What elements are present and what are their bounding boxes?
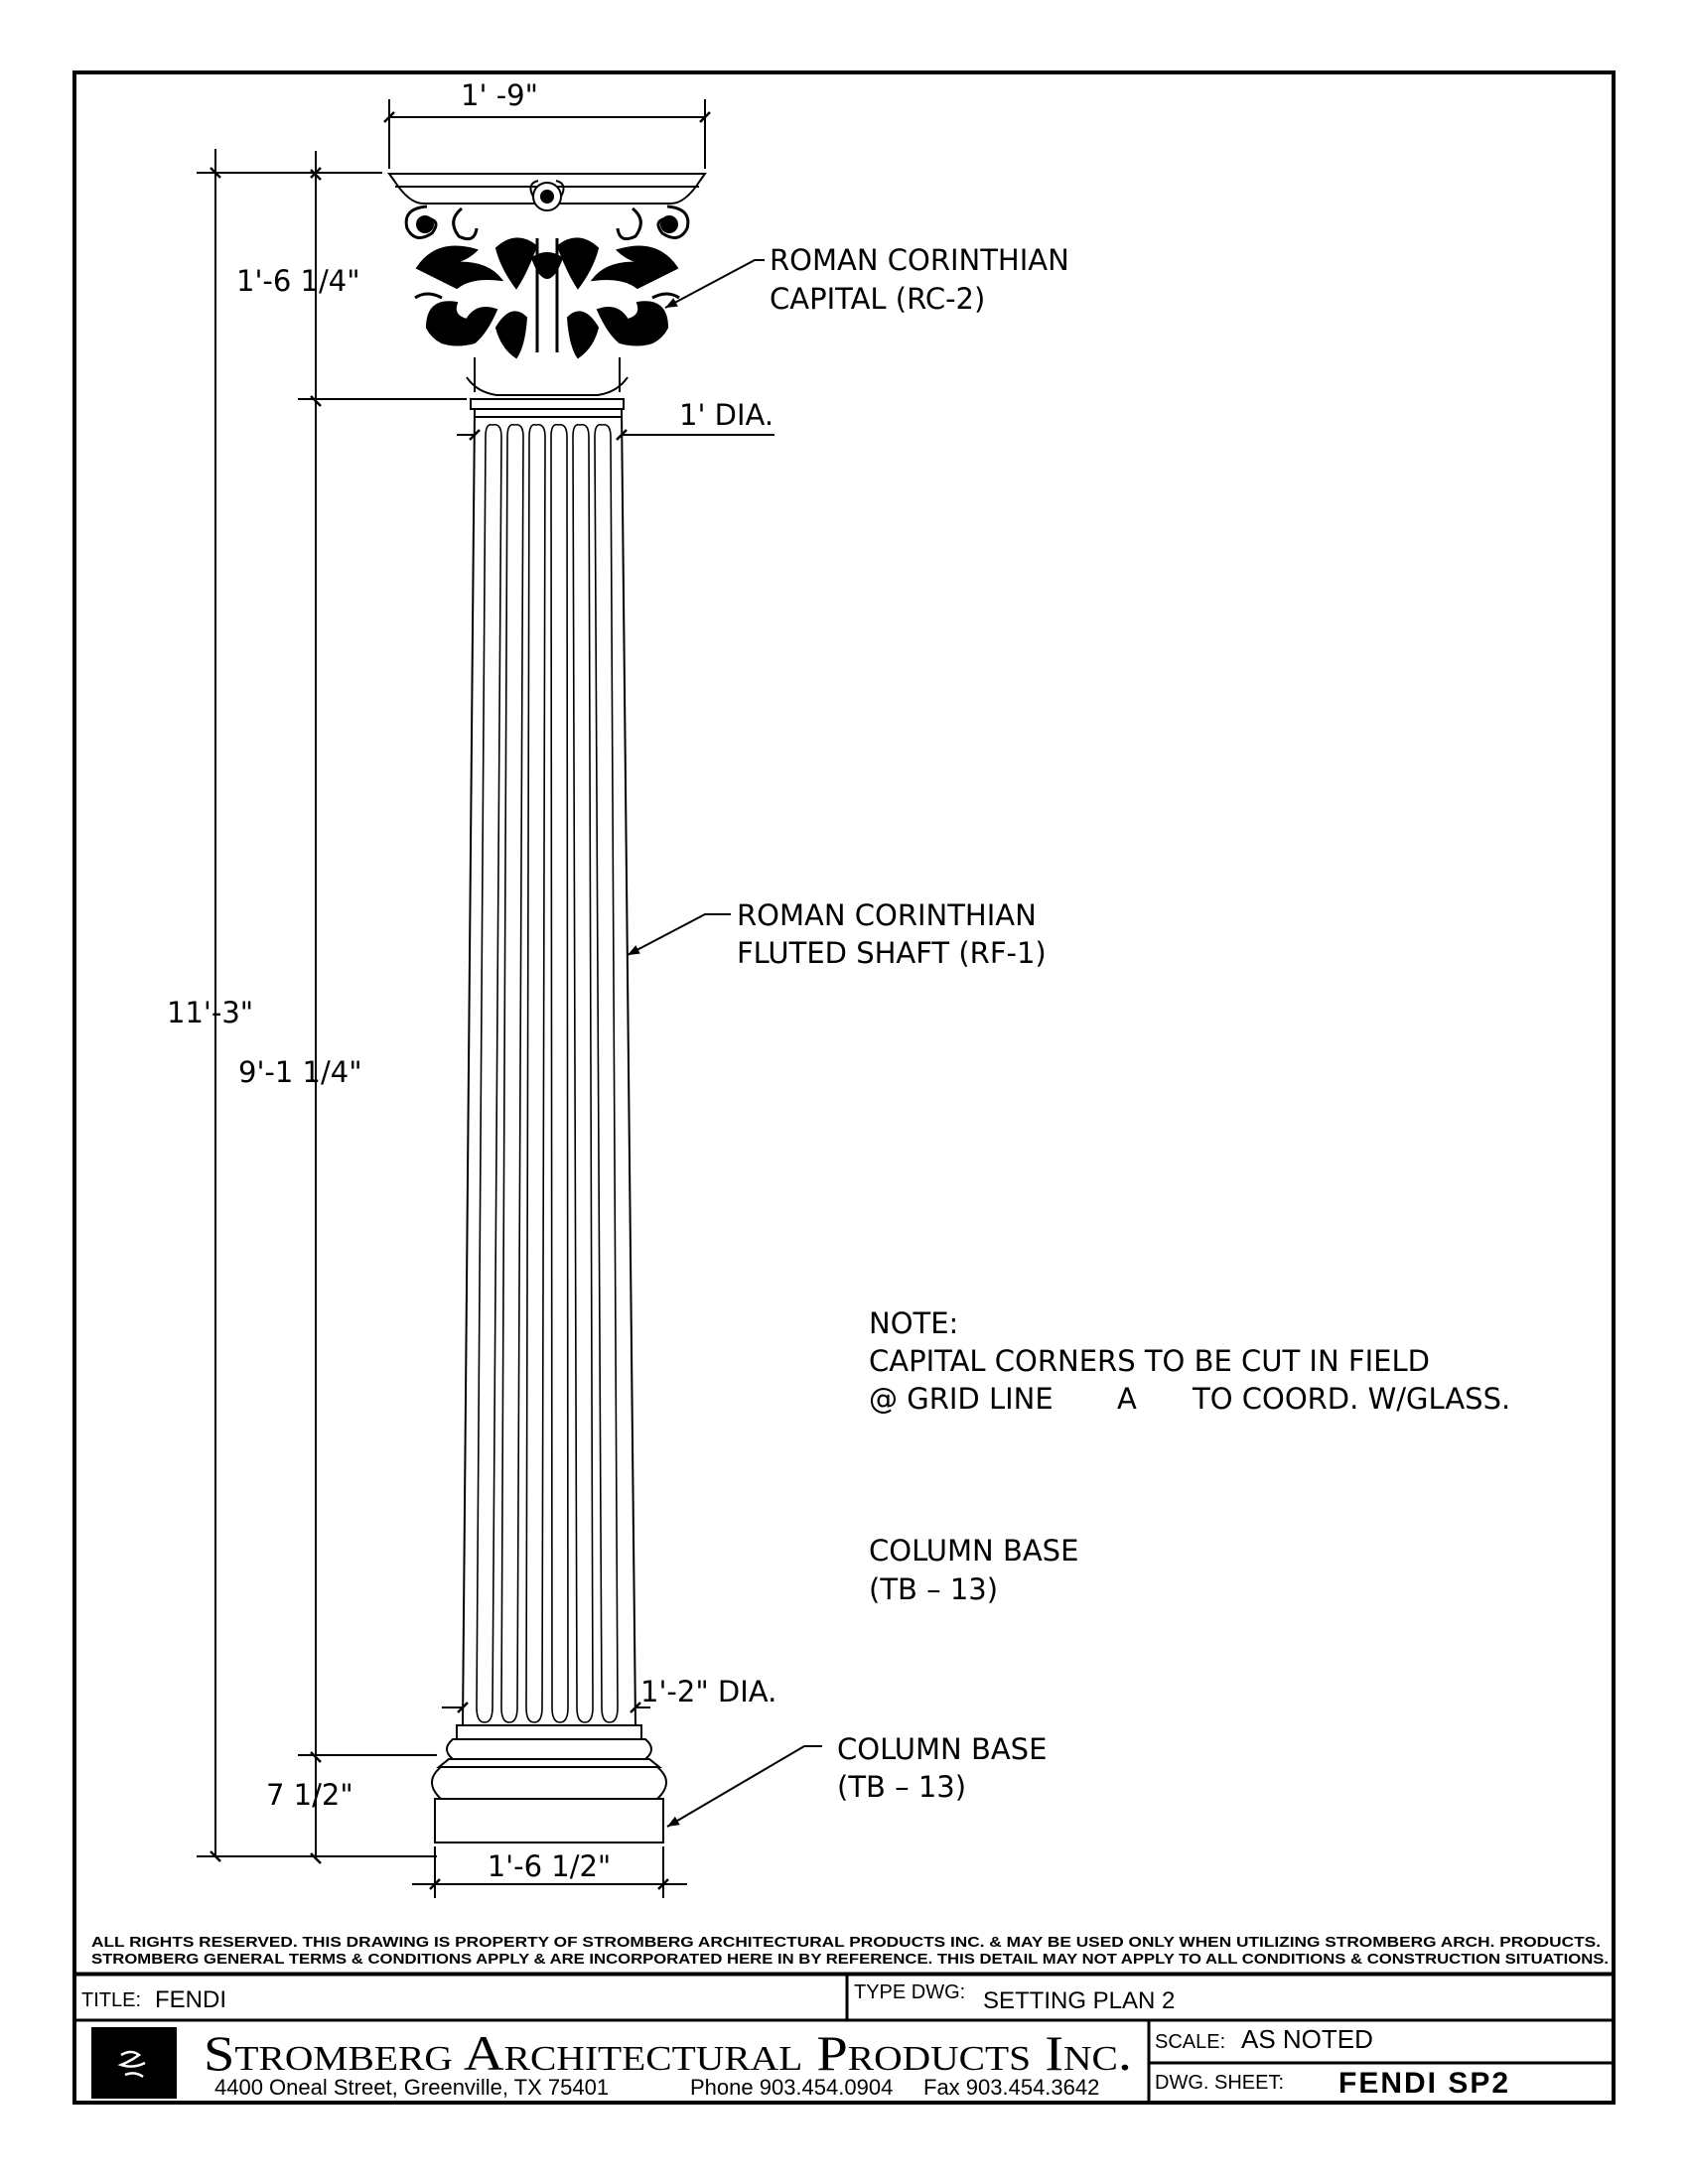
sheet-value: FENDI SP2: [1338, 2067, 1511, 2100]
disclaimer-line1: ALL RIGHTS RESERVED. THIS DRAWING IS PROPERTY OF STROMBERG ARCHITECTURAL PRODUCTS INC. & MAY BE USED ONLY WHEN UTILIZING STROMBERG ARCH. PRODUCTS.: [91, 1935, 1602, 1951]
note-base-label-2: (TB – 13): [869, 1572, 999, 1606]
callout-base-line2: (TB – 13): [837, 1770, 967, 1804]
dim-shaft-height: 9'-1 1/4": [238, 1055, 362, 1089]
scale-value: AS NOTED: [1241, 2024, 1373, 2054]
dim-capital-height: 1'-6 1/4": [236, 264, 360, 298]
company-phone: Phone 903.454.0904: [690, 2075, 894, 2100]
callout-capital-line1: ROMAN CORINTHIAN: [770, 243, 1069, 277]
disclaimer-line2: STROMBERG GENERAL TERMS & CONDITIONS APPLY & ARE INCORPORATED HERE IN BY REFERENCE. THIS DETAIL MAY NOT APPLY TO ALL CONDITIONS & CONSTRUCTION SITUATIONS.: [91, 1952, 1609, 1968]
note-base-label-1: COLUMN BASE: [869, 1534, 1079, 1568]
column-drawing: [389, 174, 705, 1843]
callout-base-line1: COLUMN BASE: [837, 1732, 1048, 1766]
note-line2-prefix: @ GRID LINE: [869, 1382, 1054, 1416]
title-value: FENDI: [155, 1986, 226, 2013]
title-label: TITLE:: [81, 1989, 142, 2011]
type-value: SETTING PLAN 2: [983, 1987, 1176, 2014]
company-address: 4400 Oneal Street, Greenville, TX 75401: [214, 2075, 610, 2100]
note-line1: CAPITAL CORNERS TO BE CUT IN FIELD: [869, 1344, 1430, 1378]
dimension-lines: [197, 99, 822, 1898]
dim-overall-height: 11'-3": [167, 996, 254, 1029]
company-name: Stromberg Architectural Products Inc.: [204, 2025, 1132, 2081]
note-heading: NOTE:: [869, 1306, 959, 1340]
column-base-drawing: [432, 1725, 666, 1843]
scale-label: SCALE:: [1155, 2031, 1226, 2053]
callout-shaft-line2: FLUTED SHAFT (RF-1): [737, 936, 1047, 970]
callout-shaft-line1: ROMAN CORINTHIAN: [737, 898, 1037, 932]
type-label: TYPE DWG:: [854, 1981, 966, 2003]
note-line2-grid: A: [1117, 1382, 1137, 1416]
dim-base-width: 1'-6 1/2": [487, 1849, 612, 1883]
dim-bottom-diameter: 1'-2" DIA.: [640, 1675, 777, 1708]
capital-ornament: [389, 174, 705, 395]
company-fax: Fax 903.454.3642: [923, 2075, 1100, 2100]
sheet-label: DWG. SHEET:: [1155, 2072, 1285, 2094]
column-shaft: [463, 409, 635, 1725]
dim-capital-width: 1' -9": [461, 78, 538, 112]
shaft-flutes: [477, 425, 618, 1722]
company-logo: [91, 2027, 177, 2099]
dim-top-diameter: 1' DIA.: [679, 398, 774, 432]
dim-base-height: 7 1/2": [266, 1778, 353, 1812]
note-line2-suffix: TO COORD. W/GLASS.: [1193, 1382, 1511, 1416]
callout-capital-line2: CAPITAL (RC-2): [770, 282, 986, 316]
